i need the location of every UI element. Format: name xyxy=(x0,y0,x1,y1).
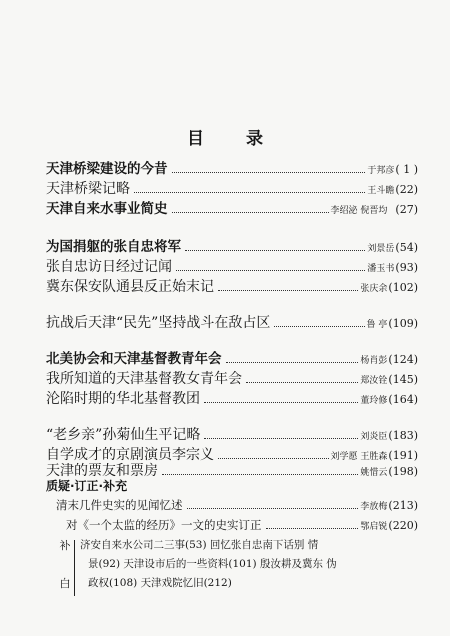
entry-page: (183) xyxy=(388,429,418,442)
leader-dots xyxy=(218,458,329,459)
entry-title: 沦陷时期的华北基督教团 xyxy=(46,391,200,407)
entry-title: 清末几件史实的见闻忆述 xyxy=(56,498,183,512)
toc-entry xyxy=(46,312,418,332)
entry-title: 自学成才的京剧演员李宗义 xyxy=(46,447,214,463)
entry-page: (93) xyxy=(395,261,418,274)
entry-page: (220) xyxy=(388,519,418,532)
leader-dots xyxy=(185,250,365,251)
entry-page: (164) xyxy=(388,393,418,406)
appendix-line: 济安自来水公司二三事(53) 回忆张自忠南下话别 情 xyxy=(80,539,319,551)
entry-title: 北美协会和天津基督教青年会 xyxy=(46,351,222,367)
appendix-line: 景(92) 天津设市后的一些资料(101) 殷汝耕及冀东 伪 xyxy=(88,558,337,570)
entry-author: 刘炎臣 xyxy=(360,432,388,442)
appendix-label-bottom: 白 xyxy=(59,577,71,590)
entry-author: 刘景岳 xyxy=(367,244,395,254)
entry-title: 冀东保安队通县反正始末记 xyxy=(46,279,214,295)
toc-entry xyxy=(46,198,418,218)
entry-title: 天津桥梁记略 xyxy=(46,181,130,197)
entry-title: 天津的票友和票房 xyxy=(46,463,158,479)
entry-page: (102) xyxy=(388,281,418,294)
toc-entry xyxy=(66,514,418,534)
appendix-text xyxy=(80,536,418,593)
entry-author: 李绍泌 倪晋均 xyxy=(330,206,388,216)
appendix-block xyxy=(58,536,418,616)
entry-page: (22) xyxy=(395,183,418,196)
entry-page: ( 1 ) xyxy=(395,163,418,176)
toc-entry xyxy=(46,236,418,256)
entry-title: 我所知道的天津基督教女青年会 xyxy=(46,371,242,387)
appendix-label-top: 补 xyxy=(59,539,71,552)
entry-page: (27) xyxy=(395,203,418,216)
toc-entry xyxy=(46,178,418,198)
entry-title: 天津桥梁建设的今昔 xyxy=(46,161,168,177)
leader-dots xyxy=(274,326,364,327)
toc-entry xyxy=(46,158,418,178)
leader-dots xyxy=(218,290,358,291)
toc-entry xyxy=(56,494,418,514)
entry-title: 为国捐躯的张自忠将军 xyxy=(46,239,181,255)
entry-author: 王斗瞻 xyxy=(367,186,395,196)
entry-author: 鲁 亭 xyxy=(366,320,388,330)
entry-author: 李放梅 xyxy=(360,502,388,512)
toc-entry xyxy=(46,276,418,296)
entry-author: 刘学愿 王胜森 xyxy=(330,452,388,462)
leader-dots xyxy=(204,438,358,439)
entry-page: (198) xyxy=(388,465,418,478)
leader-dots xyxy=(187,508,359,509)
toc-entry xyxy=(46,368,418,388)
appendix-divider xyxy=(74,540,75,596)
entry-title: 天津自来水事业简史 xyxy=(46,201,168,217)
entry-author: 杨肖彭 xyxy=(360,356,388,366)
page-title: 目 录 xyxy=(187,129,281,149)
entry-title: “老乡亲”孙菊仙生平记略 xyxy=(46,427,201,443)
leader-dots xyxy=(162,474,358,475)
entry-page: (145) xyxy=(388,373,418,386)
entry-page: (213) xyxy=(388,499,418,512)
toc-entry xyxy=(46,348,418,368)
leader-dots xyxy=(226,362,359,363)
entry-author: 姚惜云 xyxy=(360,468,388,478)
entry-title: 张自忠访日经过记闻 xyxy=(46,259,172,275)
entry-page: (124) xyxy=(388,353,418,366)
leader-dots xyxy=(204,402,358,403)
entry-page: (54) xyxy=(395,241,418,254)
entry-title: 抗战后天津“民先”坚持战斗在敌占区 xyxy=(46,315,271,331)
toc-entry xyxy=(46,424,418,444)
entry-title: 对《一个太监的经历》一文的史实订正 xyxy=(66,518,262,532)
entry-author: 张庆余 xyxy=(360,284,388,294)
leader-dots xyxy=(176,270,365,271)
leader-dots xyxy=(246,382,358,383)
toc-entry xyxy=(46,256,418,276)
appendix-line: 政权(108) 天津戏院忆旧(212) xyxy=(88,577,232,589)
section-heading: 质疑·订正·补充 xyxy=(46,479,128,493)
entry-author: 潘玉书 xyxy=(367,264,395,274)
leader-dots xyxy=(172,172,366,173)
toc-entry xyxy=(46,388,418,408)
leader-dots xyxy=(134,192,365,193)
leader-dots xyxy=(266,528,359,529)
leader-dots xyxy=(172,212,329,213)
entry-author: 于邦彦 xyxy=(367,166,395,176)
appendix-label xyxy=(58,536,72,594)
entry-author: 董玲修 xyxy=(360,396,388,406)
entry-author: 鄂启锐 xyxy=(360,522,388,532)
entry-page: (191) xyxy=(388,449,418,462)
entry-author: 郑汝铨 xyxy=(360,376,388,386)
entry-page: (109) xyxy=(388,317,418,330)
